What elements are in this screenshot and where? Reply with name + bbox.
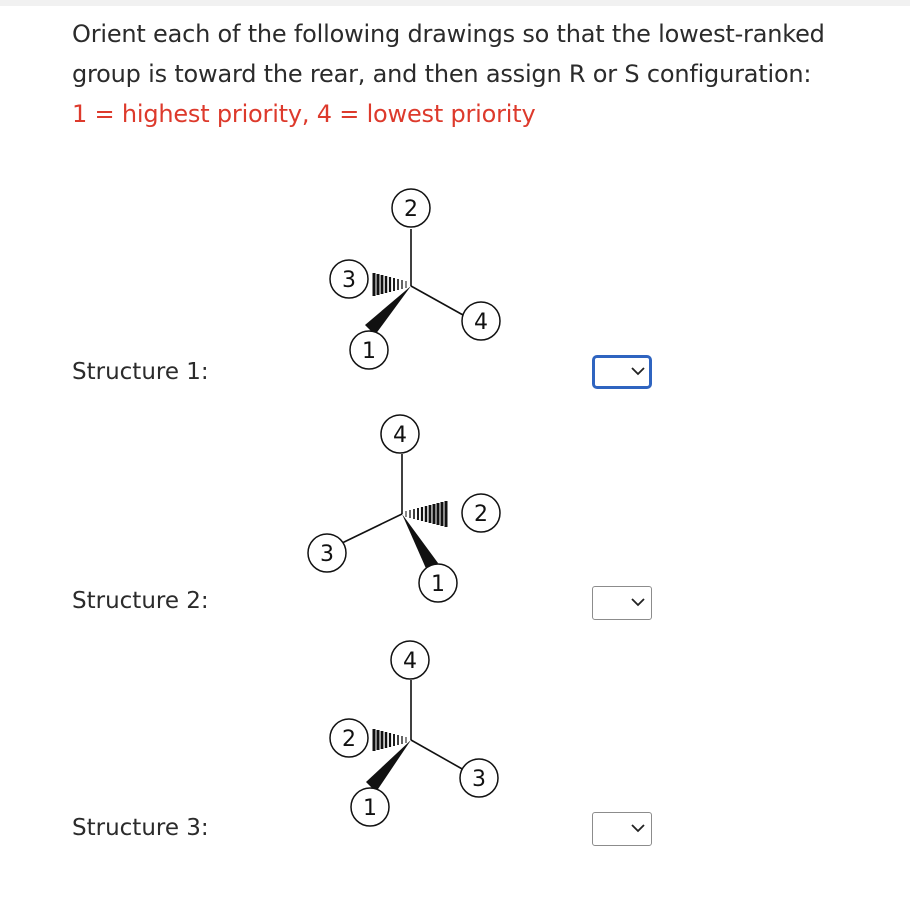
structure-1-group-left <box>330 260 368 298</box>
question-line-2: group is toward the rear, and then assign R or S configuration: <box>72 60 812 88</box>
svg-text:1: 1 <box>363 796 377 821</box>
question-text <box>72 14 872 134</box>
structure-1-group-top <box>392 189 430 227</box>
svg-text:4: 4 <box>393 423 407 448</box>
structure-2-group-top <box>381 415 419 453</box>
chevron-down-icon <box>631 824 645 833</box>
structure-3-group-left <box>330 719 368 757</box>
svg-text:1: 1 <box>431 572 445 597</box>
svg-text:3: 3 <box>342 268 356 293</box>
structure-2-group-left <box>308 534 346 572</box>
question-line-1: Orient each of the following drawings so that the lowest-ranked <box>72 20 825 48</box>
svg-text:4: 4 <box>403 649 417 674</box>
svg-text:4: 4 <box>474 310 488 335</box>
chevron-down-icon <box>631 598 645 607</box>
structure-1-drawing <box>300 184 520 384</box>
structure-3-dropdown[interactable] <box>592 812 652 846</box>
svg-text:3: 3 <box>320 542 334 567</box>
structure-2-drawing <box>300 412 520 612</box>
structure-3-drawing <box>300 640 520 840</box>
svg-text:1: 1 <box>362 339 376 364</box>
structure-3-group-bottom <box>351 788 389 826</box>
structure-2-group-right <box>462 494 500 532</box>
svg-text:3: 3 <box>472 767 486 792</box>
structure-2-label: Structure 2: <box>72 588 209 614</box>
structure-3-group-top <box>391 641 429 679</box>
svg-text:2: 2 <box>342 727 356 752</box>
structure-1-dropdown[interactable] <box>592 355 652 389</box>
svg-text:2: 2 <box>474 502 488 527</box>
structure-2-group-bottom <box>419 564 457 602</box>
structure-3-label: Structure 3: <box>72 815 209 841</box>
structure-1-group-bottom <box>350 331 388 369</box>
chevron-down-icon <box>631 367 645 376</box>
structure-2-dropdown[interactable] <box>592 586 652 620</box>
structure-3-group-right <box>460 759 498 797</box>
priority-note: 1 = highest priority, 4 = lowest priority <box>72 100 536 128</box>
top-divider-strip <box>0 0 910 6</box>
structure-1-group-right <box>462 302 500 340</box>
structure-1-label: Structure 1: <box>72 359 209 385</box>
svg-text:2: 2 <box>404 197 418 222</box>
